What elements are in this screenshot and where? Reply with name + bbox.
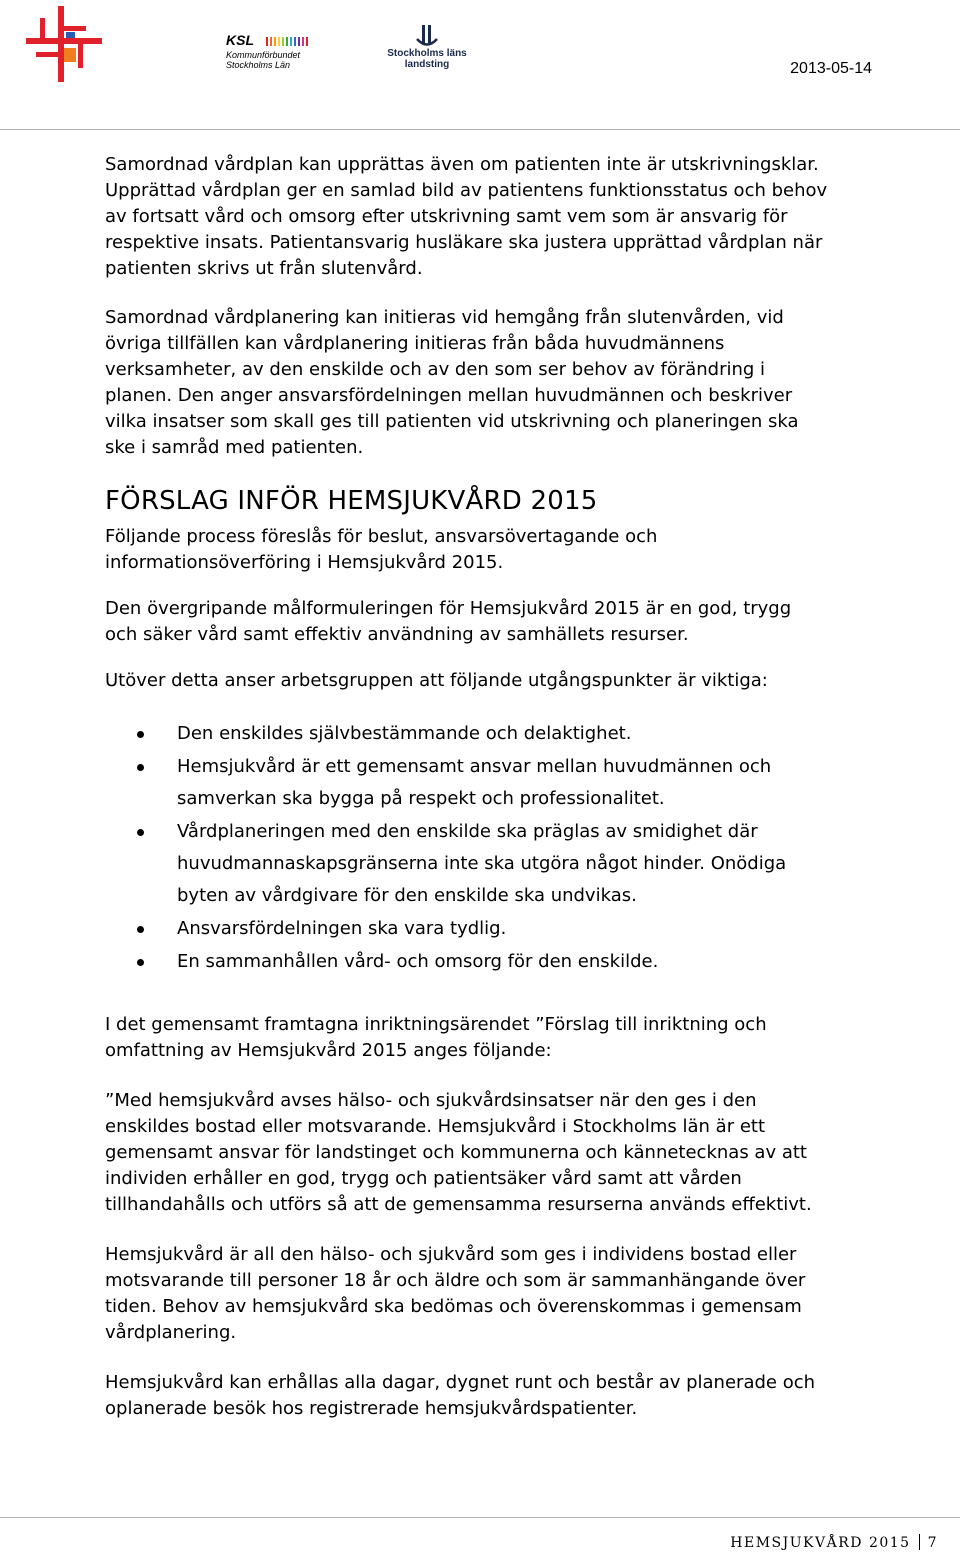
paragraph-availability: Hemsjukvård kan erhållas alla dagar, dygnet runt och består av planerade och oplanerade besök hos registrerade hemsjukvårdspatienter. [105, 1372, 816, 1419]
list-item: Hemsjukvård är ett gemensamt ansvar mellan huvudmännen och samverkan ska bygga på respekt och professionalitet. [105, 751, 865, 815]
bullet-icon [137, 731, 144, 738]
page-number: 7 [927, 1535, 938, 1551]
ksl-logo-subtitle: Kommunförbundet Stockholms Län [226, 50, 301, 70]
ksl-logo-title: KSL [226, 32, 254, 48]
region-cross-logo-icon [22, 4, 106, 84]
bullet-icon [137, 829, 144, 836]
list-item: Den enskildes självbestämmande och delaktighet. [105, 718, 865, 750]
page-header [0, 0, 960, 130]
page-content [105, 152, 865, 1422]
sll-logo-text: Stockholms läns landsting [387, 48, 467, 70]
footer-title: HEMSJUKVÅRD 2015 [730, 1535, 911, 1551]
header-date: 2013-05-14 [790, 60, 872, 77]
bullet-icon [137, 764, 144, 771]
header-divider [0, 129, 960, 130]
page-footer [730, 1534, 938, 1551]
paragraph-goal: Den övergripande målformuleringen för Hemsjukvård 2015 är en god, trygg och säker vård samt effektiv användning av samhällets resurser. [105, 598, 792, 645]
paragraph-vardplanering: Samordnad vårdplanering kan initieras vid hemgång från slutenvården, vid övriga tillfällen kan vårdplanering initieras från båda huvudmännens verksamheter, av den enskilde och av den som ser behov av förändring i planen. Den anger ansvarsfördelningen mellan huvudmännen och beskriver vilka insatser som skall ges till patienten vid utskrivning och planeringen ska ske i samråd med patienten. [105, 307, 799, 458]
list-item: Vårdplaneringen med den enskilde ska präglas av smidighet där huvudmannaskapsgränserna inte ska utgöra något hinder. Onödiga byten av vårdgivare för den enskilde ska undvikas. [105, 816, 865, 912]
paragraph-vardplan: Samordnad vårdplan kan upprättas även om patienten inte är utskrivningsklar. Upprättad vårdplan ger en samlad bild av patientens funktionsstatus och behov av fortsatt vård och omsorg efter utskrivning samt vem som är ansvarig för respektive insats. Patientansvarig husläkare ska justera upprättad vårdplan när patienten skrivs ut från slutenvård. [105, 154, 828, 279]
footer-divider [0, 1517, 960, 1518]
list-item: En sammanhållen vård- och omsorg för den enskilde. [105, 946, 865, 978]
list-item: Ansvarsfördelningen ska vara tydlig. [105, 913, 865, 945]
paragraph-intro: Följande process föreslås för beslut, ansvarsövertagande och informationsöverföring i Hemsjukvård 2015. [105, 526, 658, 573]
paragraph-inriktning: I det gemensamt framtagna inriktningsärendet ”Förslag till inriktning och omfattning av Hemsjukvård 2015 anges följande: [105, 1014, 767, 1061]
sll-logo [382, 24, 472, 74]
bullet-icon [137, 926, 144, 933]
footer-separator [919, 1534, 920, 1550]
sll-mark-icon [415, 24, 439, 48]
section-heading: FÖRSLAG INFÖR HEMSJUKVÅRD 2015 [105, 486, 598, 516]
bullet-icon [137, 959, 144, 966]
paragraph-definition: Hemsjukvård är all den hälso- och sjukvård som ges i individens bostad eller motsvarande till personer 18 år och äldre och som är sammanhängande över tiden. Behov av hemsjukvård ska bedömas och överenskommas i gemensam vårdplanering. [105, 1244, 806, 1343]
paragraph-lead: Utöver detta anser arbetsgruppen att följande utgångspunkter är viktiga: [105, 670, 768, 691]
bullet-list [105, 718, 865, 978]
ksl-bars-icon [266, 37, 310, 46]
ksl-logo [226, 32, 316, 78]
paragraph-quote: ”Med hemsjukvård avses hälso- och sjukvårdsinsatser när den ges i den enskildes bostad eller motsvarande. Hemsjukvård i Stockholms län är ett gemensamt ansvar för landstinget och kommunerna och kännetecknas av att individen erhåller en god, trygg och patientsäker vård samt att vården tillhandahålls och utförs så att de gemensamma resurserna används effektivt. [105, 1090, 812, 1215]
